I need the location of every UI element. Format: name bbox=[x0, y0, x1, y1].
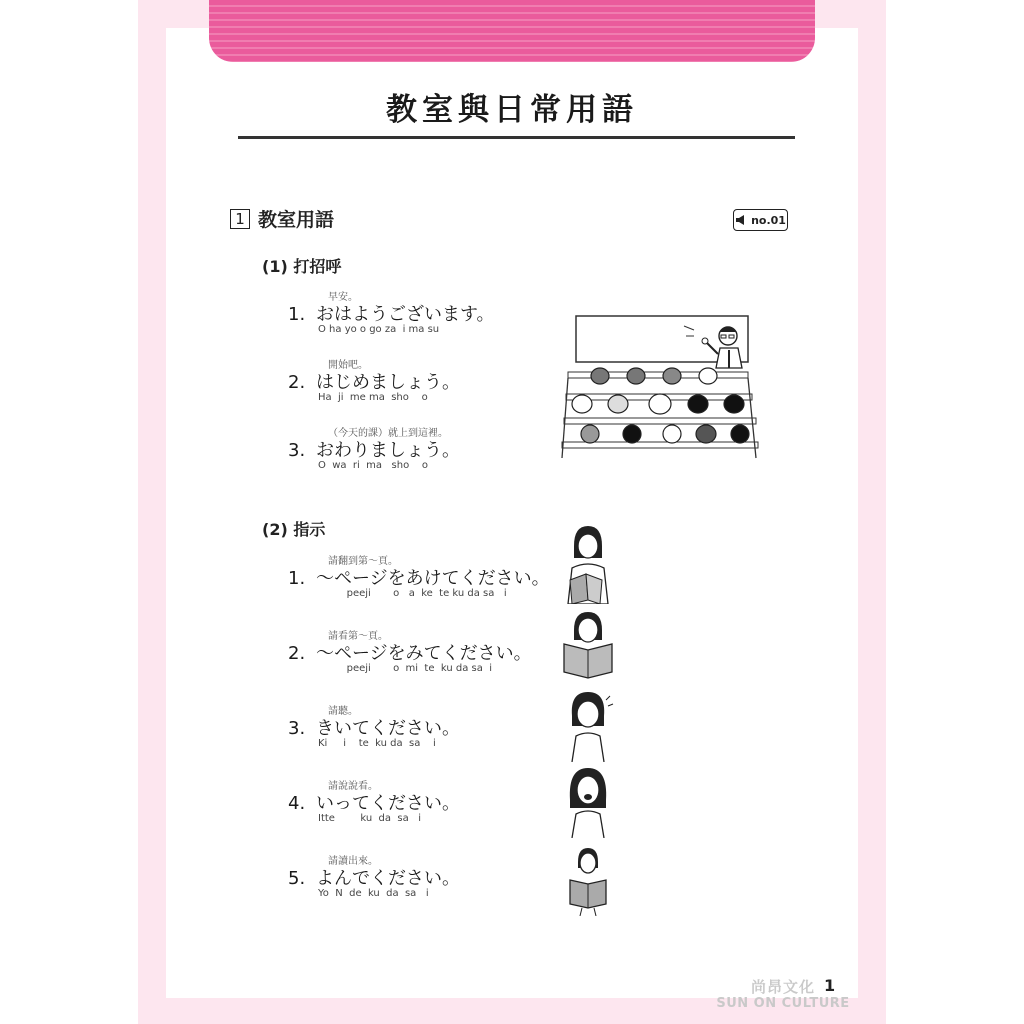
woman-listening-illustration bbox=[562, 690, 614, 762]
item-japanese: おわりましょう。 bbox=[316, 440, 460, 461]
item-number: 2. bbox=[288, 643, 306, 664]
item-number: 3. bbox=[288, 440, 306, 461]
woman-speaking-illustration bbox=[562, 766, 614, 838]
item-japanese: ～ページをあけてください。 bbox=[316, 568, 550, 589]
section-label: 教室用語 bbox=[258, 209, 335, 231]
item-romaji: peeji o a ke te ku da sa i bbox=[318, 588, 507, 599]
woman-reading-aloud-illustration bbox=[562, 846, 614, 916]
item-number: 4. bbox=[288, 793, 306, 814]
publisher-logo bbox=[700, 976, 866, 1011]
greetings-heading: (1) 打招呼 bbox=[262, 257, 342, 276]
instructions-heading: (2) 指示 bbox=[262, 520, 326, 539]
audio-track-badge[interactable] bbox=[733, 209, 788, 231]
publisher-name-en: SUN ON CULTURE bbox=[716, 996, 850, 1011]
publisher-name-zh: 尚昂文化 bbox=[750, 978, 815, 996]
page-sheet bbox=[166, 28, 858, 998]
item-number: 5. bbox=[288, 868, 306, 889]
item-translation: 開始吧。 bbox=[328, 360, 368, 371]
item-japanese: きいてください。 bbox=[316, 718, 460, 739]
item-japanese: よんでください。 bbox=[316, 868, 460, 889]
item-number: 1. bbox=[288, 568, 306, 589]
item-translation: 請說說看。 bbox=[328, 781, 378, 792]
item-translation: 早安。 bbox=[328, 292, 358, 303]
item-romaji: O wa ri ma sho o bbox=[318, 460, 429, 471]
item-romaji: Yo N de ku da sa i bbox=[318, 888, 429, 899]
item-translation: 請聽。 bbox=[328, 706, 358, 717]
audio-track-label: no.01 bbox=[751, 213, 786, 227]
page-title: 教室與日常用語 bbox=[386, 92, 638, 128]
item-romaji: Ha ji me ma sho o bbox=[318, 392, 428, 403]
woman-opening-book-illustration bbox=[562, 524, 614, 604]
title-divider bbox=[238, 136, 795, 139]
woman-reading-book-illustration bbox=[562, 610, 614, 682]
header-tab bbox=[209, 0, 815, 62]
item-number: 3. bbox=[288, 718, 306, 739]
item-japanese: おはようございます。 bbox=[316, 304, 495, 325]
item-romaji: peeji o mi te ku da sa i bbox=[318, 663, 492, 674]
classroom-illustration bbox=[560, 310, 760, 460]
item-translation: （今天的課）就上到這裡。 bbox=[328, 428, 448, 439]
item-translation: 請翻到第～頁。 bbox=[328, 556, 398, 567]
item-japanese: ～ページをみてください。 bbox=[316, 643, 532, 664]
section-heading bbox=[230, 205, 334, 232]
item-translation: 請讀出來。 bbox=[328, 856, 378, 867]
page-number: 1 bbox=[824, 976, 836, 995]
item-japanese: いってください。 bbox=[316, 793, 460, 814]
item-romaji: Itte ku da sa i bbox=[318, 813, 422, 824]
item-romaji: O ha yo o go za i ma su bbox=[318, 324, 440, 335]
item-translation: 請看第～頁。 bbox=[328, 631, 388, 642]
item-number: 1. bbox=[288, 304, 306, 325]
speaker-icon bbox=[735, 214, 747, 226]
section-number: 1 bbox=[230, 209, 250, 229]
item-number: 2. bbox=[288, 372, 306, 393]
item-romaji: Ki i te ku da sa i bbox=[318, 738, 436, 749]
item-japanese: はじめましょう。 bbox=[316, 372, 460, 393]
